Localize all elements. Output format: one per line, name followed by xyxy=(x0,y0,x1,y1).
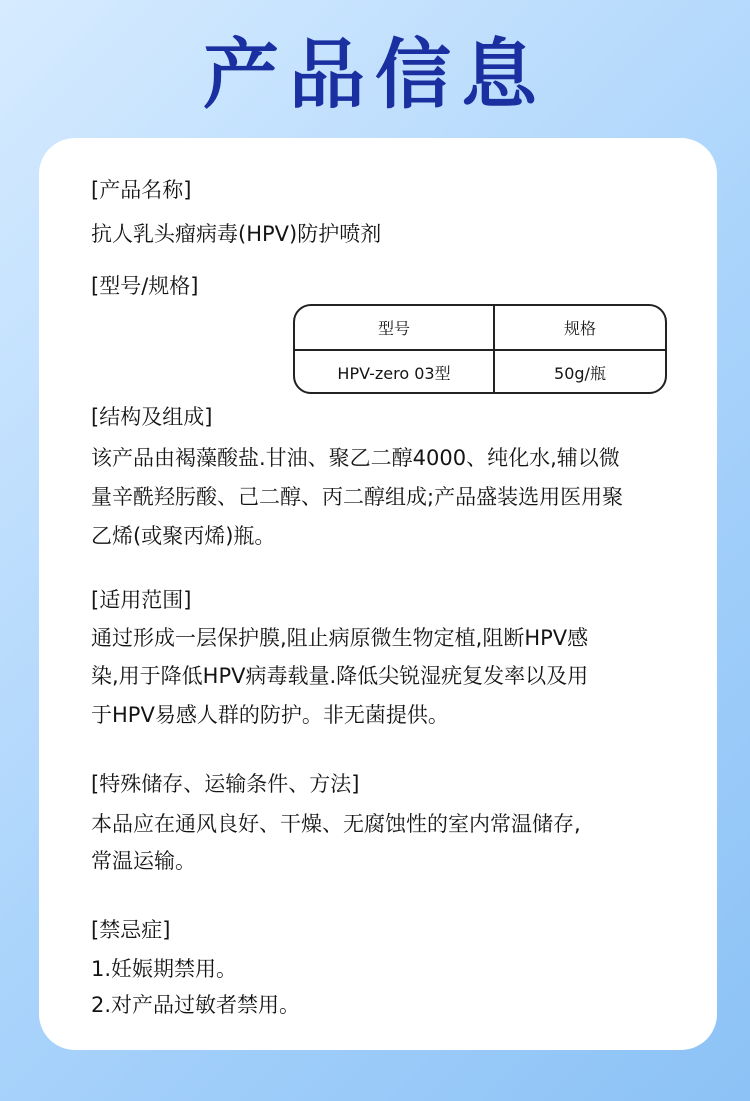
product-name-value: 抗人乳头瘤病毒(HPV)防护喷剂 xyxy=(91,222,382,246)
spec-table-row xyxy=(295,351,665,394)
scope-line: 染,用于降低HPV病毒载量.降低尖锐湿疣复发率以及用 xyxy=(91,664,589,688)
storage-line: 本品应在通风良好、干燥、无腐蚀性的室内常温储存, xyxy=(91,812,581,836)
spec-cell-spec: 50g/瓶 xyxy=(554,364,606,383)
composition-line: 乙烯(或聚丙烯)瓶。 xyxy=(91,524,276,548)
composition-line: 量辛酰羟肟酸、己二醇、丙二醇组成;产品盛装选用医用聚 xyxy=(91,485,624,509)
spec-table xyxy=(293,304,667,394)
spec-cell-model: HPV-zero 03型 xyxy=(295,351,495,394)
spec-header-model: 型号 xyxy=(295,306,495,349)
info-card xyxy=(39,138,717,1050)
product-name-heading: [产品名称] xyxy=(91,178,192,202)
scope-line: 于HPV易感人群的防护。非无菌提供。 xyxy=(91,703,449,727)
storage-line: 常温运输。 xyxy=(91,849,196,873)
contraindication-item: 1.妊娠期禁用。 xyxy=(91,957,238,981)
storage-heading: [特殊储存、运输条件、方法] xyxy=(91,772,360,796)
composition-heading: [结构及组成] xyxy=(91,405,213,429)
page-title: 产品信息 xyxy=(203,30,547,119)
contraindication-item: 2.对产品过敏者禁用。 xyxy=(91,993,301,1017)
composition-line: 该产品由褐藻酸盐.甘油、聚乙二醇4000、纯化水,辅以微 xyxy=(91,446,620,470)
model-spec-heading: [型号/规格] xyxy=(91,274,199,298)
spec-header-spec: 规格 xyxy=(563,319,596,338)
spec-table-header-row xyxy=(295,306,665,351)
scope-line: 通过形成一层保护膜,阻止病原微生物定植,阻断HPV感 xyxy=(91,626,589,650)
contraindications-heading: [禁忌症] xyxy=(91,918,171,942)
scope-heading: [适用范围] xyxy=(91,588,192,612)
